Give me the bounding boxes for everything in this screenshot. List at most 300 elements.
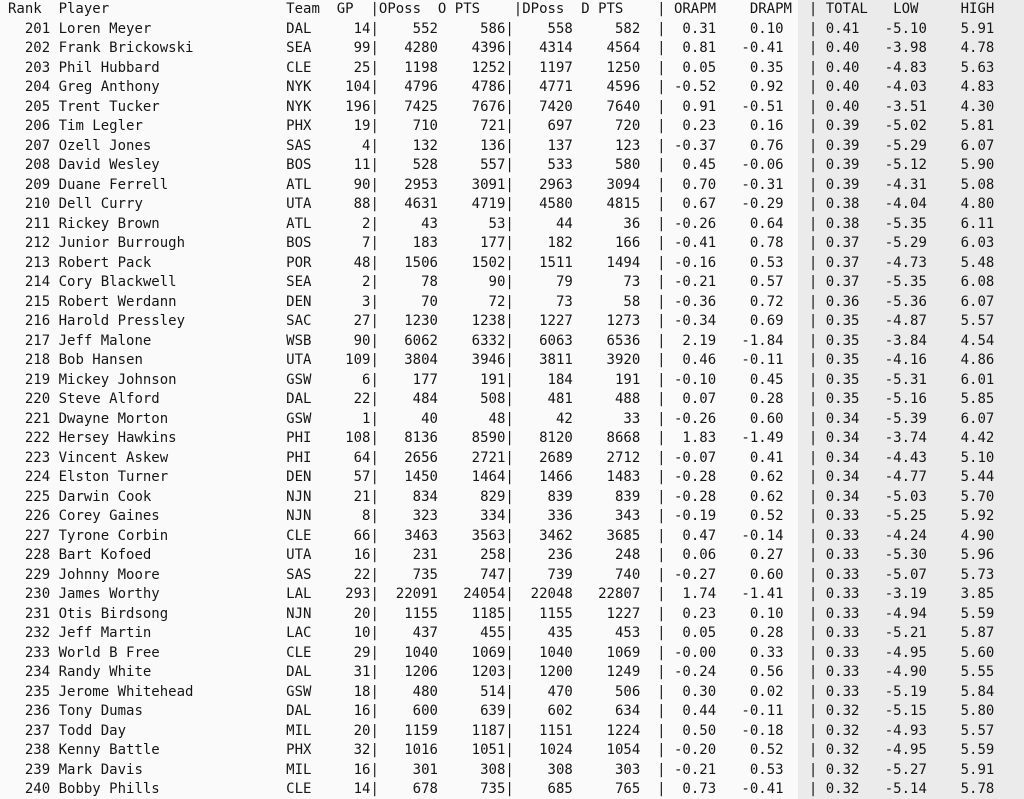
cell-high: 5.96 <box>926 547 995 563</box>
cell-rank: 240 <box>8 781 51 797</box>
cell-dpts: 343 <box>572 508 641 524</box>
cell-gp: 66 <box>311 527 371 544</box>
column-separator: | <box>783 79 826 95</box>
cell-gp: 3 <box>311 293 371 310</box>
cell-drapm: 0.53 <box>716 761 784 778</box>
column-separator <box>50 625 58 641</box>
cell-gp: 2 <box>311 215 371 232</box>
cell-total: 0.41 <box>825 20 860 37</box>
cell-total: 0.37 <box>825 274 860 290</box>
column-separator: | <box>505 469 514 485</box>
cell-drapm: 0.28 <box>716 391 784 407</box>
cell-dpts: 33 <box>572 410 641 427</box>
cell-rank: 207 <box>8 137 51 154</box>
cell-player: Frank Brickowski <box>58 40 287 56</box>
column-separator: | <box>370 79 379 95</box>
column-header-2: Team <box>286 1 320 17</box>
column-separator: | <box>640 430 674 446</box>
cell-gp: 109 <box>311 352 371 368</box>
cell-dpts: 8668 <box>572 430 641 446</box>
cell-player: Darwin Cook <box>58 488 287 505</box>
cell-low: -5.14 <box>859 781 927 797</box>
column-separator: | <box>783 508 826 524</box>
column-separator: | <box>370 566 379 583</box>
cell-player: Todd Day <box>58 722 287 739</box>
column-separator: | <box>640 235 674 251</box>
column-separator: | <box>640 332 674 349</box>
cell-player: Duane Ferrell <box>58 176 287 193</box>
cell-low: -4.83 <box>859 59 927 76</box>
table-row <box>8 371 1024 391</box>
cell-dposs: 1200 <box>513 664 573 680</box>
cell-high: 4.80 <box>926 196 995 212</box>
cell-low: -5.21 <box>859 625 927 641</box>
cell-team: NYK <box>286 98 312 115</box>
column-separator: | <box>783 332 826 349</box>
cell-low: -4.24 <box>859 527 927 544</box>
cell-player: Bob Hansen <box>58 352 287 368</box>
cell-rank: 214 <box>8 274 51 290</box>
cell-high: 5.84 <box>926 683 995 700</box>
cell-opts: 639 <box>437 703 506 719</box>
cell-drapm: -0.11 <box>716 352 784 368</box>
column-separator: | <box>370 430 379 446</box>
column-separator: | <box>505 527 514 544</box>
cell-team: DAL <box>286 703 312 719</box>
cell-low: -3.74 <box>859 430 927 446</box>
cell-dposs: 839 <box>513 488 573 505</box>
cell-dposs: 739 <box>513 566 573 583</box>
column-separator: | <box>783 40 826 56</box>
cell-high: 6.07 <box>926 293 995 310</box>
column-separator: | <box>783 488 826 505</box>
cell-high: 5.91 <box>926 20 995 37</box>
column-separator: | <box>640 157 674 173</box>
cell-dpts: 765 <box>572 781 641 797</box>
cell-total: 0.34 <box>825 449 860 466</box>
column-separator <box>50 567 58 583</box>
cell-drapm: -0.06 <box>716 157 784 173</box>
cell-dpts: 58 <box>572 293 641 310</box>
cell-dposs: 470 <box>513 683 573 700</box>
cell-total: 0.36 <box>825 293 860 310</box>
cell-total: 0.38 <box>825 196 860 212</box>
cell-high: 4.42 <box>926 430 995 446</box>
column-separator: | <box>370 313 379 329</box>
cell-opts: 829 <box>437 488 506 505</box>
cell-low: -4.04 <box>859 196 927 212</box>
cell-player: Robert Werdann <box>58 293 287 310</box>
cell-dposs: 1511 <box>513 254 573 271</box>
cell-dpts: 123 <box>572 137 641 154</box>
cell-drapm: 0.62 <box>716 488 784 505</box>
cell-team: DEN <box>286 293 312 310</box>
table-header-row <box>8 0 1024 20</box>
cell-dpts: 4596 <box>572 79 641 95</box>
cell-rank: 216 <box>8 313 51 329</box>
cell-orapm: -0.28 <box>673 488 717 505</box>
cell-low: -5.35 <box>859 215 927 232</box>
cell-high: 5.92 <box>926 508 995 524</box>
cell-team: SEA <box>286 40 312 56</box>
cell-opts: 721 <box>437 118 506 134</box>
cell-oposs: 323 <box>378 508 438 524</box>
cell-opts: 24054 <box>437 586 506 602</box>
table-row <box>8 351 1024 371</box>
cell-dpts: 488 <box>572 391 641 407</box>
cell-total: 0.39 <box>825 137 860 154</box>
cell-oposs: 710 <box>378 118 438 134</box>
cell-opts: 4719 <box>437 196 506 212</box>
cell-player: Tyrone Corbin <box>58 527 287 544</box>
cell-opts: 4396 <box>437 40 506 56</box>
column-separator: | <box>640 605 674 622</box>
cell-oposs: 4796 <box>378 79 438 95</box>
column-separator: | <box>640 586 674 602</box>
cell-orapm: 0.05 <box>673 59 717 76</box>
cell-high: 4.54 <box>926 332 995 349</box>
cell-team: CLE <box>286 644 312 661</box>
column-separator: | <box>783 527 826 544</box>
cell-dpts: 1483 <box>572 469 641 485</box>
cell-drapm: -0.41 <box>716 781 784 797</box>
cell-orapm: -0.28 <box>673 469 717 485</box>
cell-rank: 202 <box>8 40 51 56</box>
cell-gp: 1 <box>311 410 371 427</box>
cell-high: 5.59 <box>926 605 995 622</box>
cell-dpts: 1249 <box>572 664 641 680</box>
cell-dpts: 3920 <box>572 352 641 368</box>
cell-player: Jerome Whitehead <box>58 683 287 700</box>
cell-drapm: 0.69 <box>716 313 784 329</box>
cell-drapm: -1.49 <box>716 430 784 446</box>
cell-dposs: 308 <box>513 761 573 778</box>
cell-gp: 31 <box>311 664 371 680</box>
cell-gp: 16 <box>311 703 371 719</box>
cell-high: 6.01 <box>926 371 995 388</box>
table-row <box>8 332 1024 352</box>
cell-player: Johnny Moore <box>58 566 287 583</box>
cell-dposs: 182 <box>513 235 573 251</box>
cell-rank: 212 <box>8 235 51 251</box>
column-separator: | <box>783 742 826 758</box>
cell-opts: 2721 <box>437 449 506 466</box>
cell-total: 0.35 <box>825 313 860 329</box>
cell-dpts: 720 <box>572 118 641 134</box>
cell-low: -5.29 <box>859 137 927 154</box>
cell-opts: 586 <box>437 20 506 37</box>
cell-total: 0.37 <box>825 235 860 251</box>
cell-low: -5.02 <box>859 118 927 134</box>
cell-oposs: 40 <box>378 410 438 427</box>
column-separator: | <box>783 176 826 193</box>
cell-total: 0.33 <box>825 586 860 602</box>
cell-player: Trent Tucker <box>58 98 287 115</box>
cell-team: UTA <box>286 547 312 563</box>
cell-rank: 204 <box>8 79 51 95</box>
cell-orapm: -0.24 <box>673 664 717 680</box>
cell-high: 6.07 <box>926 410 995 427</box>
cell-orapm: 0.31 <box>673 20 717 37</box>
cell-opts: 3563 <box>437 527 506 544</box>
column-separator: | <box>783 410 826 427</box>
column-separator <box>50 703 58 719</box>
cell-opts: 1187 <box>437 722 506 739</box>
column-separator: | <box>783 703 826 719</box>
cell-orapm: 0.67 <box>673 196 717 212</box>
column-header-5: O PTS <box>437 1 481 17</box>
cell-dposs: 22048 <box>513 586 573 602</box>
column-separator: | <box>370 293 379 310</box>
cell-dposs: 2963 <box>513 176 573 193</box>
table-row <box>8 702 1024 722</box>
cell-low: -3.19 <box>859 586 927 602</box>
cell-total: 0.32 <box>825 722 860 739</box>
cell-high: 5.08 <box>926 176 995 193</box>
cell-dpts: 1273 <box>572 313 641 329</box>
column-separator: | <box>370 449 379 466</box>
column-separator <box>50 723 58 739</box>
cell-dpts: 303 <box>572 761 641 778</box>
cell-total: 0.33 <box>825 566 860 583</box>
cell-team: POR <box>286 254 312 271</box>
column-separator <box>50 274 58 290</box>
cell-rank: 228 <box>8 547 51 563</box>
table-row <box>8 215 1024 235</box>
cell-high: 5.57 <box>926 722 995 739</box>
cell-drapm: 0.41 <box>716 449 784 466</box>
cell-drapm: 0.35 <box>716 59 784 76</box>
column-separator: | <box>640 391 674 407</box>
table-row <box>8 195 1024 215</box>
cell-dposs: 602 <box>513 703 573 719</box>
cell-orapm: 0.46 <box>673 352 717 368</box>
cell-opts: 308 <box>437 761 506 778</box>
cell-dposs: 6063 <box>513 332 573 349</box>
cell-orapm: 0.73 <box>673 781 717 797</box>
column-separator <box>50 216 58 232</box>
column-separator <box>50 138 58 154</box>
cell-player: Corey Gaines <box>58 508 287 524</box>
column-separator: | <box>783 371 826 388</box>
cell-opts: 8590 <box>437 430 506 446</box>
cell-rank: 235 <box>8 683 51 700</box>
cell-high: 5.10 <box>926 449 995 466</box>
column-separator: | <box>370 508 379 524</box>
cell-high: 4.83 <box>926 79 995 95</box>
cell-dpts: 3094 <box>572 176 641 193</box>
cell-oposs: 1198 <box>378 59 438 76</box>
column-separator: | <box>370 410 379 427</box>
column-separator: | <box>370 137 379 154</box>
cell-drapm: 0.60 <box>716 410 784 427</box>
cell-player: Dell Curry <box>58 196 287 212</box>
cell-player: James Worthy <box>58 586 287 602</box>
cell-player: Dwayne Morton <box>58 410 287 427</box>
column-separator <box>50 489 58 505</box>
cell-rank: 213 <box>8 254 51 271</box>
column-separator: | <box>370 391 379 407</box>
column-header-0: Rank <box>8 1 42 17</box>
column-separator: | <box>640 20 674 37</box>
column-header-4: |OPoss <box>370 1 422 17</box>
cell-rank: 211 <box>8 215 51 232</box>
cell-rank: 203 <box>8 59 51 76</box>
cell-rank: 220 <box>8 391 51 407</box>
cell-oposs: 301 <box>378 761 438 778</box>
column-separator: | <box>783 98 826 115</box>
cell-high: 5.59 <box>926 742 995 758</box>
column-separator: | <box>370 98 379 115</box>
cell-dposs: 79 <box>513 274 573 290</box>
cell-dpts: 1224 <box>572 722 641 739</box>
cell-gp: 22 <box>311 566 371 583</box>
cell-drapm: 0.76 <box>716 137 784 154</box>
column-separator: | <box>640 488 674 505</box>
column-separator: | <box>640 508 674 524</box>
cell-dpts: 3685 <box>572 527 641 544</box>
cell-player: Tim Legler <box>58 118 287 134</box>
cell-orapm: 0.70 <box>673 176 717 193</box>
cell-drapm: -0.14 <box>716 527 784 544</box>
table-row <box>8 390 1024 410</box>
column-separator: | <box>640 59 674 76</box>
column-separator: | <box>505 176 514 193</box>
cell-gp: 57 <box>311 469 371 485</box>
cell-player: Junior Burrough <box>58 235 287 251</box>
column-separator: | <box>370 215 379 232</box>
table-row <box>8 20 1024 40</box>
cell-opts: 1051 <box>437 742 506 758</box>
cell-dposs: 1040 <box>513 644 573 661</box>
cell-opts: 258 <box>437 547 506 563</box>
column-separator: | <box>505 742 514 758</box>
cell-dposs: 184 <box>513 371 573 388</box>
cell-dpts: 740 <box>572 566 641 583</box>
cell-player: Otis Birdsong <box>58 605 287 622</box>
cell-team: UTA <box>286 352 312 368</box>
cell-high: 5.78 <box>926 781 995 797</box>
cell-rank: 224 <box>8 469 51 485</box>
cell-gp: 99 <box>311 40 371 56</box>
cell-team: NJN <box>286 605 312 622</box>
column-separator <box>50 352 58 368</box>
column-separator: | <box>505 254 514 271</box>
cell-rank: 221 <box>8 410 51 427</box>
cell-low: -3.98 <box>859 40 927 56</box>
cell-dpts: 1054 <box>572 742 641 758</box>
cell-gp: 108 <box>311 430 371 446</box>
cell-opts: 455 <box>437 625 506 641</box>
column-separator: | <box>640 566 674 583</box>
cell-high: 4.86 <box>926 352 995 368</box>
column-separator: | <box>640 664 674 680</box>
cell-orapm: -0.07 <box>673 449 717 466</box>
column-separator: | <box>505 410 514 427</box>
column-separator: | <box>783 235 826 251</box>
cell-player: Elston Turner <box>58 469 287 485</box>
cell-dposs: 685 <box>513 781 573 797</box>
column-header-7: D PTS <box>581 1 624 17</box>
cell-low: -4.77 <box>859 469 927 485</box>
cell-high: 5.81 <box>926 118 995 134</box>
cell-opts: 177 <box>437 235 506 251</box>
cell-dposs: 435 <box>513 625 573 641</box>
column-separator: | <box>640 254 674 271</box>
cell-opts: 514 <box>437 683 506 700</box>
cell-high: 5.60 <box>926 644 995 661</box>
column-separator: | <box>370 371 379 388</box>
column-separator: | <box>783 761 826 778</box>
cell-dpts: 73 <box>572 274 641 290</box>
cell-low: -4.90 <box>859 664 927 680</box>
cell-team: LAL <box>286 586 312 602</box>
cell-drapm: -0.31 <box>716 176 784 193</box>
column-separator <box>50 235 58 251</box>
cell-opts: 1502 <box>437 254 506 271</box>
cell-opts: 136 <box>437 137 506 154</box>
cell-team: MIL <box>286 722 312 739</box>
column-separator: | <box>370 274 379 290</box>
column-separator: | <box>640 352 674 368</box>
table-row <box>8 98 1024 118</box>
column-separator: | <box>783 722 826 739</box>
column-separator <box>50 372 58 388</box>
cell-oposs: 735 <box>378 566 438 583</box>
table-row <box>8 741 1024 761</box>
cell-dposs: 1227 <box>513 313 573 329</box>
column-separator: | <box>505 371 514 388</box>
cell-orapm: 0.23 <box>673 605 717 622</box>
table-row <box>8 254 1024 274</box>
cell-dpts: 4564 <box>572 40 641 56</box>
table-row <box>8 410 1024 430</box>
cell-team: NYK <box>286 79 312 95</box>
column-separator <box>50 742 58 758</box>
cell-opts: 53 <box>437 215 506 232</box>
cell-oposs: 3463 <box>378 527 438 544</box>
column-separator: | <box>505 488 514 505</box>
cell-low: -5.27 <box>859 761 927 778</box>
cell-gp: 48 <box>311 254 371 271</box>
cell-oposs: 3804 <box>378 352 438 368</box>
cell-low: -5.16 <box>859 391 927 407</box>
table-row <box>8 488 1024 508</box>
cell-total: 0.34 <box>825 488 860 505</box>
cell-dpts: 2712 <box>572 449 641 466</box>
cell-oposs: 4280 <box>378 40 438 56</box>
cell-low: -4.87 <box>859 313 927 329</box>
table-row <box>8 293 1024 313</box>
table-row <box>8 429 1024 449</box>
cell-gp: 196 <box>311 98 371 115</box>
cell-team: DAL <box>286 20 312 37</box>
cell-team: DAL <box>286 391 312 407</box>
cell-team: PHX <box>286 742 312 758</box>
column-separator: | <box>505 352 514 368</box>
column-separator: | <box>370 118 379 134</box>
cell-gp: 18 <box>311 683 371 700</box>
cell-team: PHX <box>286 118 312 134</box>
column-separator <box>50 118 58 134</box>
column-separator: | <box>505 118 514 134</box>
cell-low: -5.35 <box>859 274 927 290</box>
cell-player: Kenny Battle <box>58 742 287 758</box>
cell-total: 0.38 <box>825 215 860 232</box>
cell-player: Jeff Malone <box>58 332 287 349</box>
cell-dposs: 137 <box>513 137 573 154</box>
table-row <box>8 312 1024 332</box>
